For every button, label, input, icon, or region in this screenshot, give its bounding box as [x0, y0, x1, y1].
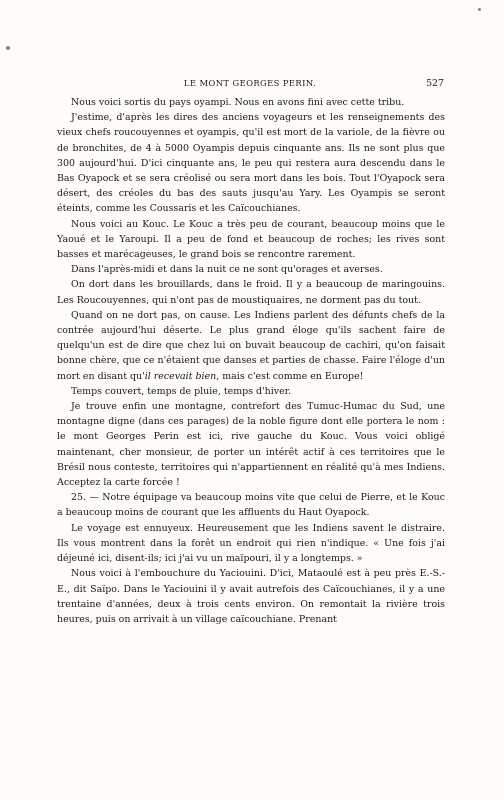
paragraph: Nous voici à l'embouchure du Yaciouini. D'ici, Mataoulé est à peu près E.-S.-E., dit Saïpo. Dans le Yaciouini il y avait autrefois des Caïcouchianes, il y a une trentaine d'années, deux à trois cents environ. On remontait la rivière trois heures, puis on arrivait à un village caïcouchiane. Prenant — [57, 568, 445, 625]
running-title: LE MONT GEORGES PERIN. — [183, 78, 317, 88]
paragraph: J'estime, d'après les dires des anciens voyageurs et les renseignements des vieux chefs roucouyennes et oyampis, qu'il est mort de la variole, de la fièvre ou de bronchites, de 4 à 5000 Oyampis depuis cinquante ans. Ils ne sont plus que 300 aujourd'hui. D'ici cinquante ans, le peu qui restera aura descendu dans le Bas Oyapock et se sera créolisé ou sera mort dans les bois. Tout l'Oyapock sera désert, des créoles du bas des sauts jusqu'au Yary. Les Oyampis se seront éteints, comme les Coussaris et les Caïcouchianes. — [57, 112, 445, 215]
margin-speck — [6, 46, 10, 50]
page-header — [56, 78, 444, 92]
page-body — [57, 95, 445, 627]
paragraph: Je trouve enfin une montagne, contrefort des Tumuc-Humac du Sud, une montagne digne (dans ces parages) de la noble figure dont elle portera le nom : le mont Georges Perin est ici, rive gauche du Kouc. Vous voici obligé maintenant, cher monsieur, de porter un intérêt actif à ces territoires que le Brésil nous conteste, territoires qui n'appartiennent en réalité qu'à mes Indiens. Acceptez la carte forcée ! — [57, 401, 445, 489]
paragraph-eloge — [57, 308, 445, 384]
page-number: 527 — [426, 78, 444, 89]
paragraph: Temps couvert, temps de pluie, temps d'hiver. — [71, 385, 292, 397]
paragraph: Dans l'après-midi et dans la nuit ce ne sont qu'orages et averses. — [71, 264, 383, 276]
paragraph: Nous voici sortis du pays oyampi. Nous en avons fini avec cette tribu. — [71, 97, 405, 108]
paragraph: Le voyage est ennuyeux. Heureusement que les Indiens savent le distraire. Ils vous montrent dans la forêt un endroit qui rien n'indique. « Une fois j'ai déjeuné ici, disent-ils; ici j'ai vu un maïpouri, il y a longtemps. » — [57, 522, 445, 565]
italic-quote: il recevait bien — [144, 370, 217, 382]
paragraph: On dort dans les brouillards, dans le froid. Il y a beaucoup de maringouins. Les Roucouyennes, qui n'ont pas de moustiquaires, ne dorment pas du tout. — [57, 279, 445, 306]
paragraph-text: , mais c'est comme en Europe! — [216, 370, 364, 382]
paragraph: Nous voici au Kouc. Le Kouc a très peu de courant, beaucoup moins que le Yaoué et le Yaroupi. Il a peu de fond et beaucoup de roches; les rives sont basses et marécageuses, le grand bois se rencontre rarement. — [57, 218, 445, 261]
paragraph: 25. — Notre équipage va beaucoup moins vite que celui de Pierre, et le Kouc a beaucoup moins de courant que les affluents du Haut Oyapock. — [57, 492, 445, 519]
paragraph-text: Quand on ne dort pas, on cause. Les Indiens parlent des défunts chefs de la contrée aujourd'hui déserte. Le plus grand éloge qu'ils sachent faire de quelqu'un est de dire que chez lui on buvait beaucoup de cachiri, qu'on faisait bonne chère, que ce n'étaient que danses et parties de chasse. Faire l'éloge d'un mort en disant qu' — [57, 309, 445, 382]
margin-speck — [478, 8, 481, 11]
